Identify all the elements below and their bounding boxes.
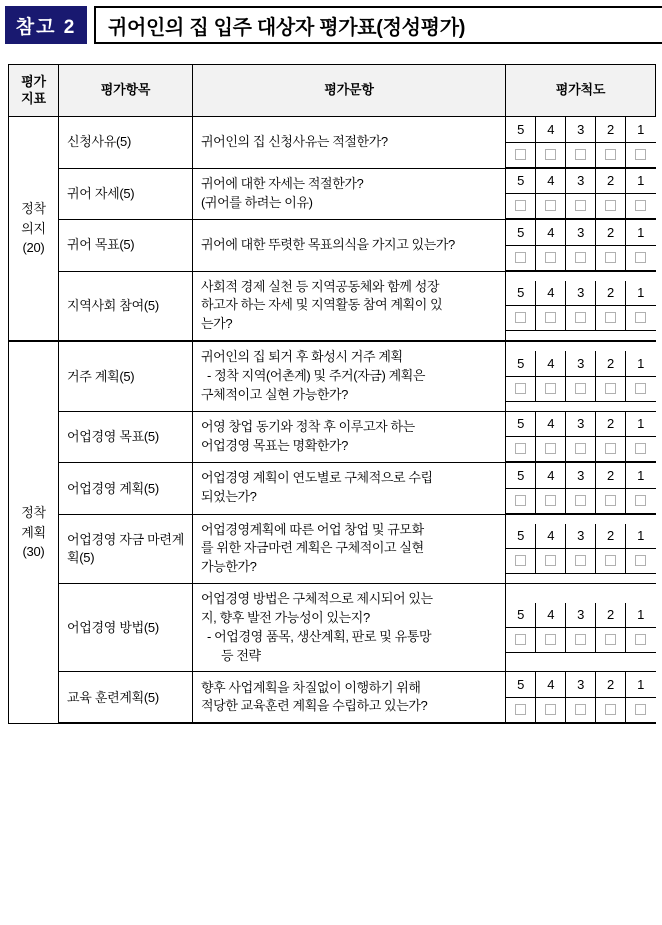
scale-value-4: 4 bbox=[536, 220, 566, 245]
scale-grid bbox=[506, 351, 656, 402]
scale-value-4: 4 bbox=[536, 463, 566, 488]
question-line: 귀어에 대한 뚜렷한 목표의식을 가지고 있는가? bbox=[201, 236, 455, 252]
checkbox-empty-icon[interactable] bbox=[575, 149, 586, 160]
scale-checkbox-4[interactable] bbox=[536, 245, 566, 270]
scale-checkbox-row bbox=[506, 549, 656, 574]
scale-checkbox-row bbox=[506, 245, 656, 270]
checkbox-empty-icon[interactable] bbox=[545, 383, 556, 394]
column-header-indicator-line1: 평가 bbox=[21, 74, 46, 90]
scale-grid bbox=[506, 117, 656, 168]
scale-cell bbox=[506, 117, 656, 169]
scale-checkbox-3[interactable] bbox=[566, 194, 596, 219]
table-row bbox=[9, 220, 656, 272]
question-line: 귀어인의 집 퇴거 후 화성시 거주 계획 bbox=[201, 349, 403, 365]
scale-checkbox-2[interactable] bbox=[596, 697, 626, 722]
scale-number-row bbox=[506, 169, 656, 194]
scale-checkbox-2[interactable] bbox=[596, 194, 626, 219]
question-cell bbox=[193, 411, 506, 463]
scale-value-4: 4 bbox=[536, 524, 566, 549]
indicator-line-3: (20) bbox=[22, 240, 45, 256]
question-line: 어업경영 계획이 연도별로 구체적으로 수립 bbox=[201, 470, 433, 486]
checkbox-empty-icon[interactable] bbox=[575, 443, 586, 454]
scale-value-1: 1 bbox=[626, 117, 656, 142]
scale-number-row bbox=[506, 351, 656, 376]
scale-checkbox-5[interactable] bbox=[506, 697, 536, 722]
checkbox-empty-icon[interactable] bbox=[605, 312, 616, 323]
checkbox-empty-icon[interactable] bbox=[515, 200, 526, 211]
table-row bbox=[9, 584, 656, 672]
column-header-question: 평가문항 bbox=[193, 65, 506, 117]
checkbox-empty-icon[interactable] bbox=[635, 443, 646, 454]
scale-checkbox-3[interactable] bbox=[566, 437, 596, 462]
scale-number-row bbox=[506, 412, 656, 437]
scale-checkbox-5[interactable] bbox=[506, 628, 536, 653]
checkbox-empty-icon[interactable] bbox=[605, 252, 616, 263]
scale-value-1: 1 bbox=[626, 524, 656, 549]
question-cell bbox=[193, 463, 506, 515]
scale-value-1: 1 bbox=[626, 220, 656, 245]
checkbox-empty-icon[interactable] bbox=[635, 634, 646, 645]
checkbox-empty-icon[interactable] bbox=[545, 443, 556, 454]
scale-value-5: 5 bbox=[506, 220, 536, 245]
scale-checkbox-5[interactable] bbox=[506, 488, 536, 513]
checkbox-empty-icon[interactable] bbox=[545, 704, 556, 715]
indicator-line-2: 계획 bbox=[21, 524, 46, 540]
table-row bbox=[9, 271, 656, 341]
question-line: 는가? bbox=[201, 316, 233, 332]
table-row bbox=[9, 463, 656, 515]
scale-value-5: 5 bbox=[506, 672, 536, 697]
checkbox-empty-icon[interactable] bbox=[515, 634, 526, 645]
checkbox-empty-icon[interactable] bbox=[545, 200, 556, 211]
question-cell bbox=[193, 672, 506, 724]
scale-checkbox-4[interactable] bbox=[536, 437, 566, 462]
scale-value-4: 4 bbox=[536, 281, 566, 306]
scale-checkbox-2[interactable] bbox=[596, 628, 626, 653]
scale-value-4: 4 bbox=[536, 603, 566, 628]
checkbox-empty-icon[interactable] bbox=[575, 704, 586, 715]
scale-checkbox-row bbox=[506, 628, 656, 653]
scale-checkbox-4[interactable] bbox=[536, 194, 566, 219]
scale-cell bbox=[506, 220, 656, 272]
scale-grid bbox=[506, 169, 656, 220]
document-header bbox=[0, 6, 662, 44]
scale-number-row bbox=[506, 603, 656, 628]
table-body bbox=[9, 117, 656, 724]
table-header-row bbox=[9, 65, 656, 117]
scale-value-2: 2 bbox=[596, 220, 626, 245]
scale-value-3: 3 bbox=[566, 117, 596, 142]
column-header-indicator-line2: 지표 bbox=[21, 90, 46, 106]
question-line: 향후 사업계획을 차질없이 이행하기 위해 bbox=[201, 679, 421, 695]
scale-value-3: 3 bbox=[566, 351, 596, 376]
scale-number-row bbox=[506, 463, 656, 488]
scale-cell bbox=[506, 168, 656, 220]
scale-checkbox-row bbox=[506, 194, 656, 219]
scale-value-2: 2 bbox=[596, 169, 626, 194]
checkbox-empty-icon[interactable] bbox=[605, 704, 616, 715]
scale-checkbox-5[interactable] bbox=[506, 376, 536, 401]
scale-checkbox-1[interactable] bbox=[626, 697, 656, 722]
page-title: 귀어인의 집 입주 대상자 평가표(정성평가) bbox=[108, 16, 466, 39]
scale-value-1: 1 bbox=[626, 412, 656, 437]
checkbox-empty-icon[interactable] bbox=[635, 704, 646, 715]
question-line: 어업경영계획에 따른 어업 창업 및 규모화 bbox=[201, 521, 424, 537]
scale-cell bbox=[506, 463, 656, 515]
scale-checkbox-1[interactable] bbox=[626, 376, 656, 401]
scale-number-row bbox=[506, 220, 656, 245]
checkbox-empty-icon[interactable] bbox=[605, 200, 616, 211]
scale-value-5: 5 bbox=[506, 281, 536, 306]
item-cell: 어업경영 자금 마련계획(5) bbox=[59, 514, 193, 584]
scale-grid bbox=[506, 220, 656, 271]
table-header bbox=[9, 65, 656, 117]
scale-value-1: 1 bbox=[626, 351, 656, 376]
scale-value-3: 3 bbox=[566, 603, 596, 628]
scale-cell bbox=[506, 411, 656, 463]
scale-checkbox-4[interactable] bbox=[536, 142, 566, 167]
item-cell: 신청사유(5) bbox=[59, 117, 193, 169]
scale-grid bbox=[506, 281, 656, 332]
question-line: 귀어에 대한 자세는 적절한가? bbox=[201, 175, 364, 191]
checkbox-empty-icon[interactable] bbox=[605, 383, 616, 394]
scale-grid bbox=[506, 412, 656, 463]
scale-grid bbox=[506, 603, 656, 654]
question-line: (귀어를 하려는 이유) bbox=[201, 194, 313, 210]
scale-grid bbox=[506, 672, 656, 722]
scale-checkbox-2[interactable] bbox=[596, 306, 626, 331]
scale-value-2: 2 bbox=[596, 603, 626, 628]
checkbox-empty-icon[interactable] bbox=[605, 443, 616, 454]
checkbox-empty-icon[interactable] bbox=[635, 149, 646, 160]
scale-number-row bbox=[506, 117, 656, 142]
checkbox-empty-icon[interactable] bbox=[515, 252, 526, 263]
item-cell: 거주 계획(5) bbox=[59, 341, 193, 411]
scale-value-1: 1 bbox=[626, 603, 656, 628]
scale-checkbox-row bbox=[506, 376, 656, 401]
evaluation-table bbox=[8, 64, 656, 724]
scale-checkbox-2[interactable] bbox=[596, 488, 626, 513]
scale-checkbox-row bbox=[506, 697, 656, 722]
scale-checkbox-2[interactable] bbox=[596, 437, 626, 462]
checkbox-empty-icon[interactable] bbox=[575, 383, 586, 394]
question-line: 가능한가? bbox=[201, 559, 257, 575]
scale-checkbox-row bbox=[506, 306, 656, 331]
checkbox-empty-icon[interactable] bbox=[635, 495, 646, 506]
scale-value-2: 2 bbox=[596, 117, 626, 142]
table-row bbox=[9, 672, 656, 724]
scale-checkbox-1[interactable] bbox=[626, 488, 656, 513]
column-header-item: 평가항목 bbox=[59, 65, 193, 117]
scale-value-2: 2 bbox=[596, 672, 626, 697]
table-row bbox=[9, 341, 656, 411]
scale-value-4: 4 bbox=[536, 672, 566, 697]
table-row bbox=[9, 411, 656, 463]
scale-checkbox-2[interactable] bbox=[596, 245, 626, 270]
item-cell: 교육 훈련계획(5) bbox=[59, 672, 193, 724]
scale-value-5: 5 bbox=[506, 117, 536, 142]
question-line: - 정착 지역(어촌계) 및 주거(자금) 계획은 bbox=[207, 367, 426, 383]
scale-checkbox-1[interactable] bbox=[626, 194, 656, 219]
indicator-line-2: 의지 bbox=[21, 220, 46, 236]
scale-value-3: 3 bbox=[566, 524, 596, 549]
checkbox-empty-icon[interactable] bbox=[635, 312, 646, 323]
checkbox-empty-icon[interactable] bbox=[635, 200, 646, 211]
scale-checkbox-3[interactable] bbox=[566, 306, 596, 331]
scale-value-1: 1 bbox=[626, 169, 656, 194]
question-line: 어업경영 방법은 구체적으로 제시되어 있는 bbox=[201, 591, 433, 607]
table-row bbox=[9, 117, 656, 169]
reference-badge: 참고 2 bbox=[5, 6, 87, 44]
scale-checkbox-3[interactable] bbox=[566, 142, 596, 167]
checkbox-empty-icon[interactable] bbox=[575, 200, 586, 211]
scale-number-row bbox=[506, 524, 656, 549]
scale-value-1: 1 bbox=[626, 281, 656, 306]
question-cell bbox=[193, 514, 506, 584]
scale-value-4: 4 bbox=[536, 351, 566, 376]
question-cell bbox=[193, 271, 506, 341]
indicator-line-1: 정착 bbox=[21, 505, 46, 521]
scale-checkbox-4[interactable] bbox=[536, 628, 566, 653]
table-row bbox=[9, 168, 656, 220]
scale-value-5: 5 bbox=[506, 603, 536, 628]
checkbox-empty-icon[interactable] bbox=[515, 383, 526, 394]
question-line: 사회적 경제 실천 등 지역공동체와 함께 성장 bbox=[201, 278, 440, 294]
scale-checkbox-3[interactable] bbox=[566, 488, 596, 513]
scale-checkbox-5[interactable] bbox=[506, 142, 536, 167]
question-line: 등 전략 bbox=[221, 647, 261, 663]
scale-checkbox-4[interactable] bbox=[536, 697, 566, 722]
scale-checkbox-3[interactable] bbox=[566, 697, 596, 722]
title-box bbox=[94, 6, 662, 44]
checkbox-empty-icon[interactable] bbox=[605, 634, 616, 645]
indicator-line-3: (30) bbox=[22, 544, 45, 560]
checkbox-empty-icon[interactable] bbox=[635, 383, 646, 394]
scale-value-3: 3 bbox=[566, 169, 596, 194]
scale-checkbox-5[interactable] bbox=[506, 245, 536, 270]
question-line: 되었는가? bbox=[201, 489, 257, 505]
scale-value-1: 1 bbox=[626, 672, 656, 697]
checkbox-empty-icon[interactable] bbox=[545, 495, 556, 506]
checkbox-empty-icon[interactable] bbox=[515, 495, 526, 506]
scale-checkbox-5[interactable] bbox=[506, 437, 536, 462]
scale-value-3: 3 bbox=[566, 672, 596, 697]
scale-cell bbox=[506, 584, 656, 672]
checkbox-empty-icon[interactable] bbox=[515, 704, 526, 715]
scale-checkbox-row bbox=[506, 437, 656, 462]
question-cell bbox=[193, 117, 506, 169]
checkbox-empty-icon[interactable] bbox=[575, 495, 586, 506]
column-header-scale: 평가척도 bbox=[506, 65, 656, 117]
item-cell: 어업경영 목표(5) bbox=[59, 411, 193, 463]
question-line: 구체적이고 실현 가능한가? bbox=[201, 386, 348, 402]
question-cell bbox=[193, 341, 506, 411]
scale-checkbox-1[interactable] bbox=[626, 306, 656, 331]
question-line: 귀어인의 집 신청사유는 적절한가? bbox=[201, 133, 388, 149]
scale-value-3: 3 bbox=[566, 412, 596, 437]
question-line: - 어업경영 품목, 생산계획, 판로 및 유통망 bbox=[207, 628, 432, 644]
checkbox-empty-icon[interactable] bbox=[575, 634, 586, 645]
checkbox-empty-icon[interactable] bbox=[575, 555, 586, 566]
scale-checkbox-1[interactable] bbox=[626, 142, 656, 167]
item-cell: 어업경영 방법(5) bbox=[59, 584, 193, 672]
checkbox-empty-icon[interactable] bbox=[575, 252, 586, 263]
scale-cell bbox=[506, 672, 656, 724]
scale-value-3: 3 bbox=[566, 220, 596, 245]
checkbox-empty-icon[interactable] bbox=[605, 495, 616, 506]
indicator-cell bbox=[9, 341, 59, 723]
scale-value-2: 2 bbox=[596, 524, 626, 549]
scale-cell bbox=[506, 514, 656, 584]
scale-checkbox-3[interactable] bbox=[566, 245, 596, 270]
indicator-cell bbox=[9, 117, 59, 342]
scale-value-5: 5 bbox=[506, 524, 536, 549]
checkbox-empty-icon[interactable] bbox=[545, 149, 556, 160]
checkbox-empty-icon[interactable] bbox=[545, 555, 556, 566]
scale-checkbox-row bbox=[506, 142, 656, 167]
question-line: 어업경영 목표는 명확한가? bbox=[201, 437, 348, 453]
question-line: 어영 창업 동기와 정착 후 이루고자 하는 bbox=[201, 418, 415, 434]
scale-value-5: 5 bbox=[506, 412, 536, 437]
question-cell bbox=[193, 168, 506, 220]
scale-checkbox-1[interactable] bbox=[626, 437, 656, 462]
scale-value-2: 2 bbox=[596, 412, 626, 437]
scale-value-4: 4 bbox=[536, 117, 566, 142]
item-cell: 귀어 자세(5) bbox=[59, 168, 193, 220]
checkbox-empty-icon[interactable] bbox=[515, 443, 526, 454]
scale-checkbox-4[interactable] bbox=[536, 549, 566, 574]
checkbox-empty-icon[interactable] bbox=[515, 312, 526, 323]
question-line: 적당한 교육훈련 계획을 수립하고 있는가? bbox=[201, 698, 428, 714]
checkbox-empty-icon[interactable] bbox=[635, 252, 646, 263]
scale-checkbox-3[interactable] bbox=[566, 549, 596, 574]
question-cell bbox=[193, 220, 506, 272]
scale-checkbox-5[interactable] bbox=[506, 194, 536, 219]
scale-cell bbox=[506, 271, 656, 341]
checkbox-empty-icon[interactable] bbox=[605, 555, 616, 566]
question-line: 를 위한 자금마련 계획은 구체적이고 실현 bbox=[201, 540, 424, 556]
scale-checkbox-5[interactable] bbox=[506, 549, 536, 574]
scale-checkbox-4[interactable] bbox=[536, 306, 566, 331]
item-cell: 귀어 목표(5) bbox=[59, 220, 193, 272]
scale-value-2: 2 bbox=[596, 281, 626, 306]
scale-cell bbox=[506, 341, 656, 411]
checkbox-empty-icon[interactable] bbox=[545, 252, 556, 263]
checkbox-empty-icon[interactable] bbox=[515, 555, 526, 566]
table-row bbox=[9, 514, 656, 584]
scale-grid bbox=[506, 524, 656, 575]
question-line: 지, 향후 발전 가능성이 있는지? bbox=[201, 609, 370, 625]
scale-value-2: 2 bbox=[596, 463, 626, 488]
scale-value-3: 3 bbox=[566, 281, 596, 306]
item-cell: 어업경영 계획(5) bbox=[59, 463, 193, 515]
scale-checkbox-3[interactable] bbox=[566, 628, 596, 653]
checkbox-empty-icon[interactable] bbox=[545, 312, 556, 323]
scale-checkbox-4[interactable] bbox=[536, 488, 566, 513]
scale-value-5: 5 bbox=[506, 463, 536, 488]
question-line: 하고자 하는 자세 및 지역활동 참여 계획이 있 bbox=[201, 297, 443, 313]
scale-checkbox-5[interactable] bbox=[506, 306, 536, 331]
scale-value-1: 1 bbox=[626, 463, 656, 488]
scale-checkbox-4[interactable] bbox=[536, 376, 566, 401]
scale-checkbox-1[interactable] bbox=[626, 628, 656, 653]
scale-number-row bbox=[506, 281, 656, 306]
scale-checkbox-2[interactable] bbox=[596, 142, 626, 167]
scale-value-3: 3 bbox=[566, 463, 596, 488]
scale-grid bbox=[506, 463, 656, 514]
scale-value-5: 5 bbox=[506, 351, 536, 376]
scale-value-4: 4 bbox=[536, 169, 566, 194]
checkbox-empty-icon[interactable] bbox=[635, 555, 646, 566]
checkbox-empty-icon[interactable] bbox=[515, 149, 526, 160]
question-cell bbox=[193, 584, 506, 672]
scale-value-5: 5 bbox=[506, 169, 536, 194]
indicator-line-1: 정착 bbox=[21, 201, 46, 217]
column-header-indicator bbox=[9, 65, 59, 117]
scale-number-row bbox=[506, 672, 656, 697]
scale-checkbox-1[interactable] bbox=[626, 549, 656, 574]
item-cell: 지역사회 참여(5) bbox=[59, 271, 193, 341]
checkbox-empty-icon[interactable] bbox=[545, 634, 556, 645]
scale-value-4: 4 bbox=[536, 412, 566, 437]
checkbox-empty-icon[interactable] bbox=[575, 312, 586, 323]
scale-checkbox-1[interactable] bbox=[626, 245, 656, 270]
scale-checkbox-row bbox=[506, 488, 656, 513]
scale-value-2: 2 bbox=[596, 351, 626, 376]
scale-checkbox-3[interactable] bbox=[566, 376, 596, 401]
checkbox-empty-icon[interactable] bbox=[605, 149, 616, 160]
scale-checkbox-2[interactable] bbox=[596, 376, 626, 401]
scale-checkbox-2[interactable] bbox=[596, 549, 626, 574]
